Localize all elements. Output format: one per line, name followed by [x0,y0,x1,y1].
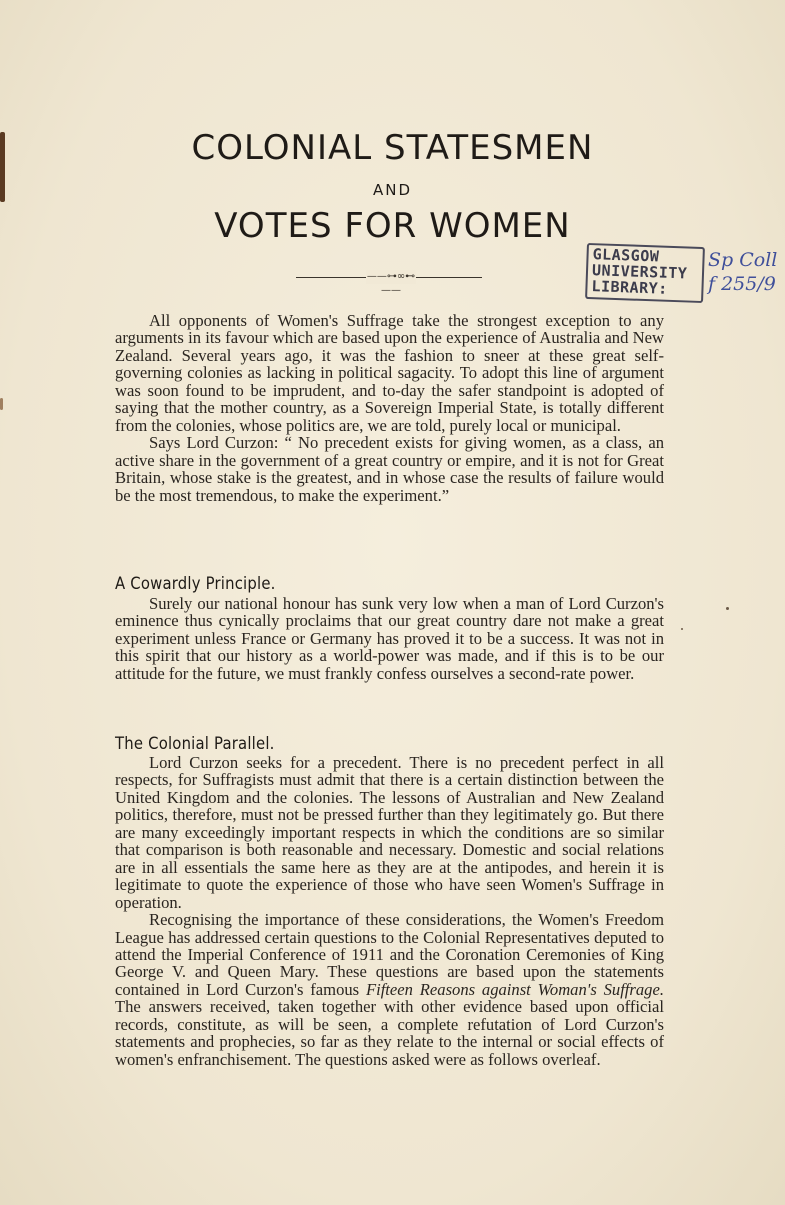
section-heading-colonial-parallel: The Colonial Parallel. [115,734,275,753]
intro-text [115,312,664,504]
section2-text [115,754,664,1068]
title-line-1: COLONIAL STATESMEN [191,128,594,168]
section2-paragraph-1: Lord Curzon seeks for a precedent. There is no precedent perfect in all respects, for Suffragists must admit that there is a certain distinction between the United Kingdom and the colonies. The lessons of Australian and New Zealand politics, therefore, must not be pressed further than they legitimately go. But there are many exceedingly important respects in which the conditions are so similar that comparison is both reasonable and necessary. Domestic and social relations are in all essentials the same here as they are at the antipodes, and herein it is legitimate to quote the experience of those who have seen Women's Suffrage in operation. [115,753,664,912]
library-stamp [585,243,705,303]
shelfmark-line-1: Sp Coll [708,249,778,271]
section2-paragraph-2-end: The answers received, taken together with other evidence based upon official records, constitute, as will be seen, a complete refutation of Lord Curzon's statements and prophecies, so far as they relate to the internal or social effects of women's enfranchisement. The questions asked were as follows overleaf. [115,997,664,1069]
stamp-line-2: UNIVERSITY [591,261,688,283]
title-line-2: VOTES FOR WOMEN [214,206,571,246]
paper-speck [726,607,729,610]
section2-paragraph-2 [115,911,664,1068]
paper-speck [681,628,683,630]
title-and: AND [372,181,413,199]
section-heading-cowardly-principle: A Cowardly Principle. [115,574,276,593]
intro-paragraph-2: Says Lord Curzon: “ No precedent exists for giving women, as a class, an active share in the government of a great country or empire, and it is not for Great Britain, whose stake is the greatest, and in whose case the results of failure would be the most tremendous, to make the experiment.” [115,433,664,505]
section1-paragraph-1: Surely our national honour has sunk very low when a man of Lord Curzon's eminence thus cynically proclaims that our great country dare not make a great experiment unless France or Germany has proved it to be a success. It was not in this spirit that our history as a world-power was made, and if this is to be our attitude for the future, we must frankly confess ourselves a second-rate power. [115,594,664,683]
stamp-line-1: GLASGOW [592,245,660,266]
section1-text [115,595,664,682]
section2-paragraph-2-start: Recognising the importance of these considerations, the Women's Freedom League has addressed certain questions to the Colonial Representatives deputed to attend the Imperial Conference of 1911 and the Coronation Ceremonies of King George V. and Queen Mary. These questions are based upon the statements contained in Lord Curzon's famous [115,910,664,999]
book-title: Fifteen Reasons against Woman's Suffrage. [365,979,664,999]
shelfmark [708,248,777,296]
shelfmark-line-2: f 255/9 [708,273,776,295]
stamp-line-3: LIBRARY: [591,277,669,298]
binding-mark [0,398,3,410]
binding-mark [0,132,5,202]
intro-paragraph-1: All opponents of Women's Suffrage take the strongest exception to any arguments in its favour which are based upon the experience of Australia and New Zealand. Several years ago, it was the fashion to sneer at these great self-governing colonies as lacking in political sagacity. To adopt this line of argument was soon found to be imprudent, and to-day the safer standpoint is adopted of saying that the mother country, as a Sovereign Imperial State, is totally different from the colonies, whose politics are, we are told, purely local or municipal. [115,311,664,435]
rule-ornament: ——⊶∞⊷—— [366,271,416,296]
